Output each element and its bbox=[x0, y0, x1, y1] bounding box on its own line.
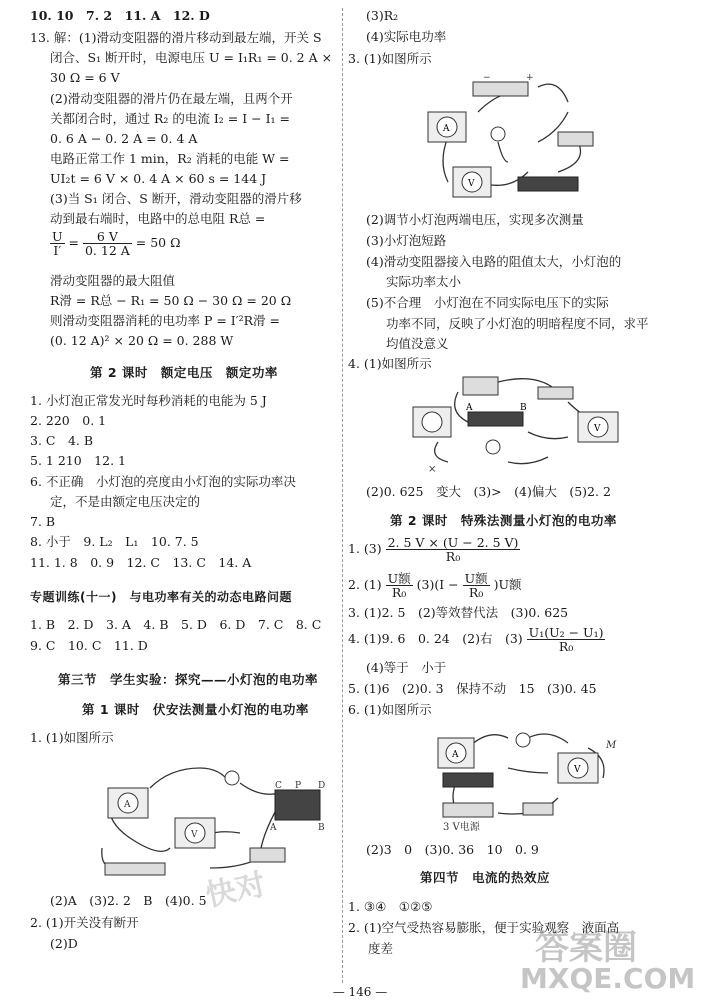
answer-line: (3)R₂ bbox=[366, 8, 399, 23]
answer-line: (5)不合理 小灯泡在不同实际电压下的实际 bbox=[366, 295, 609, 310]
battery bbox=[463, 377, 498, 395]
answer-line: (0. 12 A)² × 20 Ω = 0. 288 W bbox=[50, 333, 234, 348]
answer-line: 2. (1)空气受热容易膨胀，便于实验观察 液面高 bbox=[348, 920, 620, 935]
svg-text:A: A bbox=[270, 823, 277, 833]
answer-line: (2)A (3)2. 2 B (4)0. 5 bbox=[50, 893, 207, 908]
answer-line: 3. (1)如图所示 bbox=[348, 51, 432, 66]
answer-line: 7. B bbox=[30, 514, 56, 529]
answer-line: 5. (1)6 (2)0. 3 保持不动 15 (3)0. 45 bbox=[348, 681, 597, 696]
answer-line: 实际功率太小 bbox=[386, 274, 462, 289]
answer-line: 9. C 10. C 11. D bbox=[30, 638, 148, 653]
section-title: 第 1 课时 伏安法测量小灯泡的电功率 bbox=[82, 702, 309, 717]
answer-line: 0. 6 A − 0. 2 A = 0. 4 A bbox=[50, 131, 198, 146]
watermark-site: MXQE.COM bbox=[520, 962, 696, 995]
answer-line: 4. (1)如图所示 bbox=[348, 356, 432, 371]
svg-text:A: A bbox=[443, 124, 450, 134]
column-divider bbox=[342, 8, 343, 983]
answer-line: 5. 1 210 12. 1 bbox=[30, 453, 126, 468]
svg-text:+: + bbox=[526, 73, 534, 83]
fraction-line: $\frac{U}{I'}$ = $\frac{6 V}{0. 12 A}$ = 50 Ω bbox=[52, 229, 181, 258]
circuit-diagram-1 bbox=[90, 748, 340, 876]
answer-line: 电路正常工作 1 min，R₂ 消耗的电能 W = bbox=[50, 151, 290, 166]
answer-line: 1. ③④ ①②⑤ bbox=[348, 899, 433, 914]
answer-line: (3)当 S₁ 闭合、S 断开，滑动变阻器的滑片移 bbox=[50, 191, 302, 206]
section-title: 第 2 课时 额定电压 额定功率 bbox=[90, 365, 278, 380]
battery bbox=[105, 863, 165, 875]
answer-line: 6. 不正确 小灯泡的亮度由小灯泡的实际功率决 bbox=[30, 474, 296, 489]
fraction: $\frac{U}{I'}$ bbox=[52, 229, 63, 258]
fraction: $\frac{\text{U额}}{\text{R₀}}$ bbox=[387, 571, 411, 600]
answer-line: 11. 1. 8 0. 9 12. C 13. C 14. A bbox=[30, 555, 252, 570]
bulb-icon bbox=[491, 127, 505, 141]
answer-line: (2)调节小灯泡两端电压，实现多次测量 bbox=[366, 212, 584, 227]
svg-text:−: − bbox=[483, 73, 491, 83]
answer-line: 滑动变阻器的最大阻值 bbox=[50, 273, 176, 288]
label-m: M bbox=[606, 740, 617, 751]
power-label: 3 V电源 bbox=[443, 822, 480, 833]
rheostat bbox=[518, 177, 578, 191]
answer-line: 闭合、S₁ 断开时，电源电压 U = I₁R₁ = 0. 2 A × bbox=[50, 50, 333, 65]
svg-text:V: V bbox=[594, 424, 601, 434]
section-title: 第三节 学生实验：探究——小灯泡的电功率 bbox=[58, 672, 319, 687]
rheostat bbox=[468, 412, 523, 426]
circuit-diagram-4 bbox=[408, 372, 628, 477]
bulb-icon bbox=[516, 733, 530, 747]
answer-line: 则滑动变阻器消耗的电功率 P = I′²R滑 = bbox=[50, 313, 280, 328]
answer-line: 关都闭合时，通过 R₂ 的电流 I₂ = I − I₁ = bbox=[50, 111, 290, 126]
svg-text:V: V bbox=[574, 765, 581, 775]
answer-line: 1. 小灯泡正常发光时每秒消耗的电能为 5 J bbox=[30, 393, 267, 408]
answer-line: (2)3 0 (3)0. 36 10 0. 9 bbox=[366, 842, 539, 857]
circuit-diagram-6 bbox=[428, 718, 628, 833]
answer-line: 8. 小于 9. L₂ L₁ 10. 7. 5 bbox=[30, 534, 199, 549]
svg-text:D: D bbox=[318, 781, 326, 791]
bulb-icon bbox=[486, 440, 500, 454]
fraction: $\frac{6 V}{0. 12 A}$ bbox=[84, 229, 130, 258]
answer-line: (4)滑动变阻器接入电路的阻值太大，小灯泡的 bbox=[366, 254, 622, 269]
watermark-kuaidui: 快对 bbox=[202, 867, 269, 914]
fraction-line: 2. (1) $\frac{\text{U额}}{\text{R₀}}$ (3)(I − $\frac{\text{U额}}{\text{R₀}}$ )U额 bbox=[348, 571, 522, 600]
circuit-diagram-3 bbox=[418, 72, 618, 204]
answer-line: UI₂t = 6 V × 0. 4 A × 60 s = 144 J bbox=[50, 171, 267, 186]
answer-line: (4)实际电功率 bbox=[366, 29, 447, 44]
answer-line: 3. C 4. B bbox=[30, 433, 94, 448]
answer-line: (2)D bbox=[50, 936, 78, 951]
answer-line: 2. (1)开关没有断开 bbox=[30, 915, 139, 930]
answer-line: 6. (1)如图所示 bbox=[348, 702, 432, 717]
answer-line: 功率不同，反映了小灯泡的明暗程度不同，求平 bbox=[386, 316, 649, 331]
svg-text:P: P bbox=[295, 781, 302, 791]
answer-line: 30 Ω = 6 V bbox=[50, 70, 120, 85]
fraction-line: 4. (1)9. 6 0. 24 (2)右 (3) $\frac{\text{U₁(U₂ − U₁)}}{\text{R₀}}$ bbox=[348, 625, 604, 654]
rheostat bbox=[275, 790, 320, 820]
answer-line: 定，不是由额定电压决定的 bbox=[50, 494, 201, 509]
watermark-site-cn: 答案圈 bbox=[535, 928, 637, 968]
svg-text:C: C bbox=[275, 781, 282, 791]
fraction: $\frac{\text{U额}}{\text{R₀}}$ bbox=[464, 571, 488, 600]
svg-text:B: B bbox=[318, 823, 325, 833]
answer-line: 10. 10 7. 2 11. A 12. D bbox=[30, 8, 210, 23]
answer-line: 3. (1)2. 5 (2)等效替代法 (3)0. 625 bbox=[348, 605, 569, 620]
switch bbox=[538, 387, 573, 399]
answer-line: 1. (1)如图所示 bbox=[30, 730, 114, 745]
battery bbox=[473, 82, 528, 96]
svg-text:A: A bbox=[124, 800, 131, 810]
svg-text:B: B bbox=[520, 403, 527, 413]
answer-line: 均值没意义 bbox=[386, 336, 449, 351]
section-title: 第 2 课时 特殊法测量小灯泡的电功率 bbox=[390, 513, 617, 528]
answer-line: 度差 bbox=[368, 941, 394, 956]
page-number: — 146 — bbox=[332, 985, 388, 999]
answer-line: 13. 解：(1)滑动变阻器的滑片移动到最左端，开关 S bbox=[30, 30, 322, 45]
answer-line: (3)小灯泡短路 bbox=[366, 233, 447, 248]
section-title: 专题训练(十一) 与电功率有关的动态电路问题 bbox=[30, 590, 292, 604]
answer-line: (4)等于 小于 bbox=[366, 660, 447, 675]
rheostat bbox=[443, 773, 493, 787]
section-title: 第四节 电流的热效应 bbox=[420, 870, 551, 885]
fraction: $\frac{2. 5 V \times (U - 2. 5 V)}{\text{R₀}}$ bbox=[387, 535, 519, 564]
svg-text:A: A bbox=[466, 403, 473, 413]
svg-text:×: × bbox=[428, 464, 437, 475]
bulb-icon bbox=[225, 771, 239, 785]
answer-line: (2)0. 625 变大 (3)> (4)偏大 (5)2. 2 bbox=[366, 484, 611, 499]
answer-line: 2. 220 0. 1 bbox=[30, 413, 107, 428]
battery bbox=[443, 803, 493, 817]
answer-line: 1. B 2. D 3. A 4. B 5. D 6. D 7. C 8. C bbox=[30, 617, 322, 632]
svg-text:V: V bbox=[468, 179, 475, 189]
answer-line: R滑 = R总 − R₁ = 50 Ω − 30 Ω = 20 Ω bbox=[50, 293, 292, 308]
answer-line: (2)滑动变阻器的滑片仍在最左端，且两个开 bbox=[50, 91, 293, 106]
fraction: $\frac{\text{U₁(U₂ − U₁)}}{\text{R₀}}$ bbox=[528, 625, 604, 654]
svg-text:V: V bbox=[191, 830, 198, 840]
switch bbox=[523, 803, 553, 815]
svg-text:A: A bbox=[452, 750, 459, 760]
answer-line: 动到最右端时，电路中的总电阻 R总 = bbox=[50, 211, 266, 226]
fraction-line: 1. (3) $\frac{2. 5 V \times (U - 2. 5 V)}{\text{R₀}}$ bbox=[348, 535, 519, 564]
switch bbox=[558, 132, 593, 146]
